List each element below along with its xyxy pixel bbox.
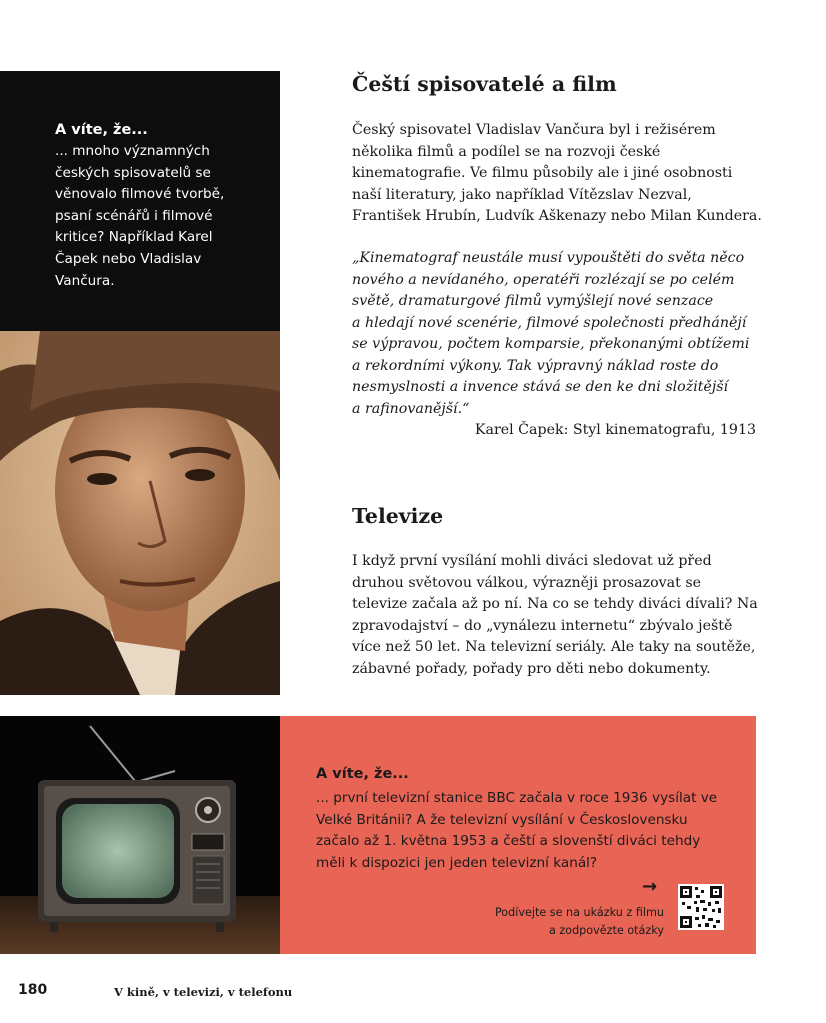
fact-line: Čapek nebo Vladislav: [55, 250, 202, 267]
television-photo: [0, 716, 280, 954]
paragraph-line: druhou světovou válkou, výrazněji prosazovat se: [352, 574, 702, 591]
quote-line: se výpravou, počtem komparsie, překonanými obtížemi: [352, 336, 750, 352]
quote-line: a hledají nové scenérie, filmové společnosti předhánějí: [352, 314, 747, 331]
qr-code-icon[interactable]: [678, 884, 724, 930]
cta-line: a zodpovězte otázky: [548, 923, 664, 937]
quote-line: nesmyslnosti a invence stává se den ke dni složitější: [352, 379, 729, 395]
fact-box-television: [280, 716, 756, 954]
fact-line: českých spisovatelů se: [55, 164, 211, 181]
fact-line: Vančura.: [55, 272, 115, 289]
video-link-text[interactable]: [495, 904, 664, 939]
fact-line: ... mnoho významných: [55, 143, 210, 159]
paragraph-line: I když první vysílání mohli diváci sledovat už před: [352, 553, 712, 569]
quote-attribution: Karel Čapek: Styl kinematografu, 1913: [474, 422, 756, 438]
paragraph-line: více než 50 let. Na televizní seriály. Ale taky na soutěže,: [352, 639, 756, 655]
page-number: 180: [18, 982, 48, 998]
quote-line: a rekordními výkony. Tak výpravný náklad roste do: [352, 357, 719, 374]
quote-line: nového a nevídaného, operatéři rozlézají se po celém: [352, 271, 735, 288]
fact-line: věnovalo filmové tvorbě,: [55, 186, 225, 203]
paragraph-line: televize začala až po ní. Na co se tehdy diváci dívali? Na: [352, 596, 758, 612]
fact-box-heading: A víte, že...: [55, 122, 148, 138]
fact-box-heading: A víte, že...: [316, 766, 409, 782]
section-paragraph-writers: [352, 120, 762, 228]
quote-block: [352, 248, 762, 420]
quote-line: světě, dramaturgové filmů vymýšlejí nové senzace: [352, 293, 714, 309]
fact-line: ... první televizní stanice BBC začala v roce 1936 vysílat ve: [316, 790, 718, 806]
fact-line: psaní scénářů i filmové: [55, 207, 213, 224]
paragraph-line: František Hrubín, Ludvík Aškenazy nebo Milan Kundera.: [352, 208, 762, 224]
fact-box-text: [316, 788, 736, 874]
section-paragraph-television: [352, 551, 762, 680]
paragraph-line: zpravodajství – do „vynálezu internetu“ zbývalo ještě: [352, 617, 733, 634]
section-heading-television: Televize: [352, 504, 444, 528]
running-head: V kině, v televizi, v telefonu: [114, 985, 293, 999]
paragraph-line: Český spisovatel Vladislav Vančura byl i režisérem: [352, 122, 716, 138]
fact-line: začalo až 1. května 1953 a čeští a slovenští diváci tehdy: [316, 833, 701, 849]
quote-line: „Kinematograf neustále musí vypouštěti do světa něco: [352, 250, 745, 266]
paragraph-line: několika filmů a podílel se na rozvoji české: [352, 143, 661, 160]
paragraph-line: zábavné pořady, pořady pro děti nebo dokumenty.: [352, 660, 711, 677]
quote-line: a rafinovanější.“: [352, 400, 470, 417]
fact-box-writers: [0, 71, 280, 331]
fact-box-text: [55, 141, 260, 292]
paragraph-line: kinematografie. Ve filmu působily ale i jiné osobnosti: [352, 165, 733, 181]
fact-line: měli k dispozici jen jeden televizní kanál?: [316, 854, 598, 871]
fact-line: Velké Británii? A že televizní vysílání v Československu: [316, 811, 688, 828]
fact-line: kritice? Například Karel: [55, 229, 213, 246]
portrait-photo: [0, 331, 280, 695]
cta-line: Podívejte se na ukázku z filmu: [494, 906, 664, 919]
arrow-right-icon: →: [642, 876, 658, 897]
section-heading-writers: Čeští spisovatelé a film: [352, 72, 617, 96]
paragraph-line: naší literatury, jako například Vítězslav Nezval,: [352, 186, 692, 203]
